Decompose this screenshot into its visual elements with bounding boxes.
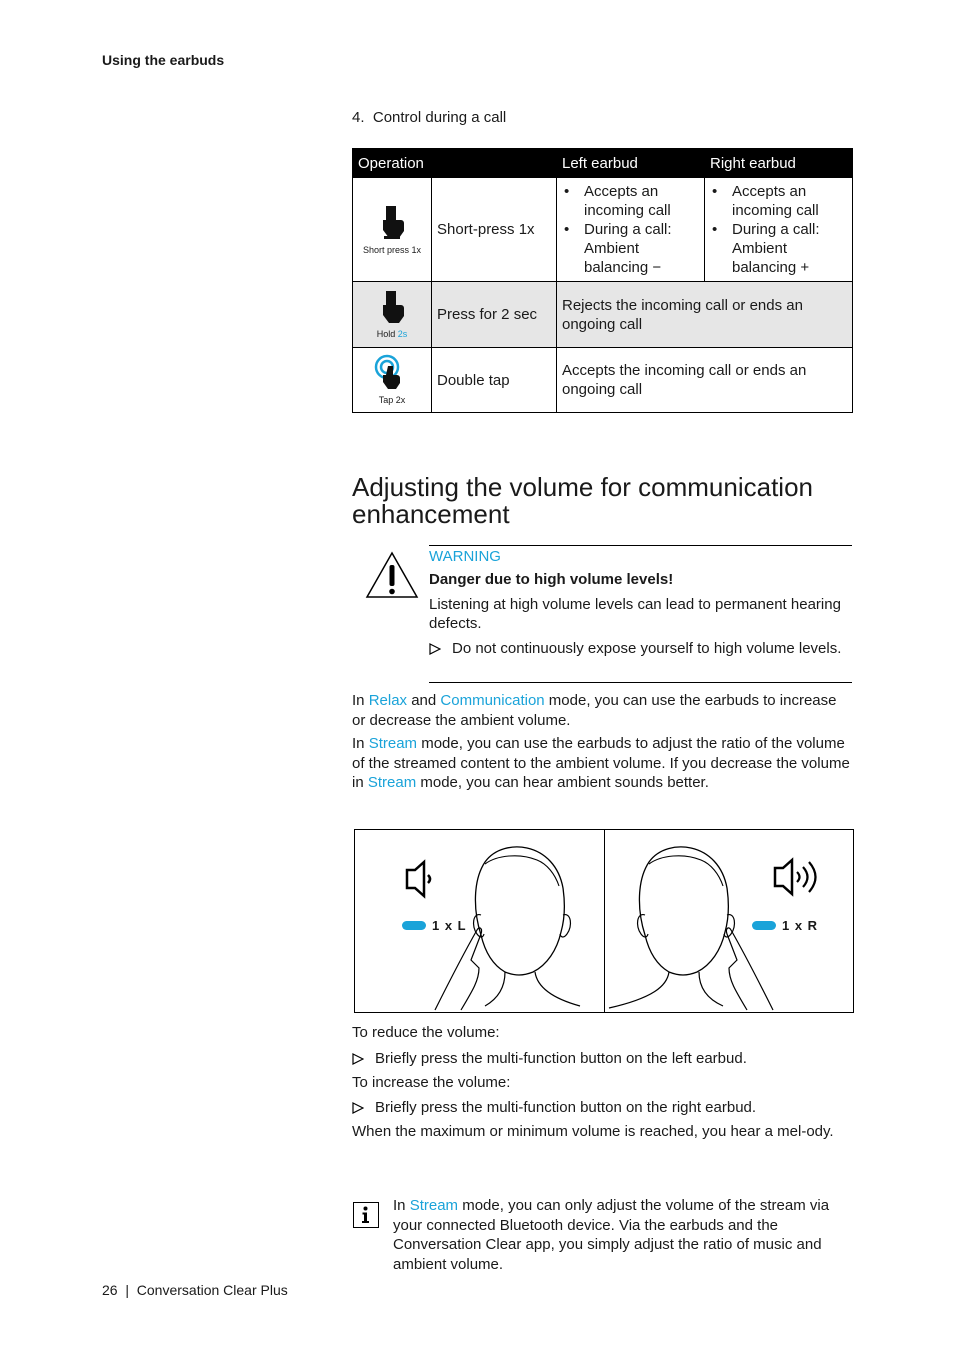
volume-up-icon: [775, 860, 792, 894]
header-left-earbud: Left earbud: [557, 149, 705, 178]
table-header-row: [353, 149, 853, 178]
step-number: 4.: [352, 109, 365, 126]
step-title: [352, 109, 506, 126]
list-item: • During a call: Ambient balancing +: [732, 220, 847, 277]
warning-danger: Danger due to high volume levels!: [429, 571, 674, 588]
link-stream: Stream: [368, 735, 418, 752]
left-head-illustration: [355, 830, 604, 1012]
header-operation: Operation: [353, 149, 557, 178]
divider: [429, 682, 852, 683]
warning-icon: [364, 550, 420, 605]
operation-cell: Press for 2 sec: [432, 282, 557, 348]
divider: [429, 545, 852, 546]
warning-text: Listening at high volume levels can lead to permanent hearing defects.: [429, 596, 841, 632]
icon-caption: Hold 2s: [376, 328, 408, 339]
warning-label: WARNING: [429, 548, 501, 565]
left-earbud-cell: [557, 178, 705, 282]
link-relax: Relax: [368, 692, 408, 709]
short-press-icon: [375, 204, 409, 240]
warning-step: Do not continuously expose yourself to high volume levels.: [429, 639, 849, 658]
short-press-icon-cell: [353, 178, 432, 282]
icon-caption: Short press 1x: [362, 244, 422, 255]
step-arrow-icon: [352, 1102, 364, 1114]
operation-cell: Short-press 1x: [432, 178, 557, 282]
right-earbud-indicator: [752, 921, 776, 930]
volume-illustration: [354, 829, 854, 1013]
left-earbud-indicator: [402, 921, 426, 930]
paragraph-modes: In Relax and Communication mode, you can use the earbuds to increase or decrease the ambient volume.: [352, 692, 837, 729]
product-name: Conversation Clear Plus: [136, 1282, 288, 1298]
hold-icon: [375, 290, 409, 324]
link-communication: Communication: [440, 692, 545, 709]
list-item: • Accepts an incoming call: [584, 182, 699, 220]
reduce-step: Briefly press the multi-function button on the left earbud.: [352, 1049, 852, 1069]
step-arrow-icon: [352, 1053, 364, 1065]
table-row: [353, 178, 853, 282]
operation-cell: Double tap: [432, 348, 557, 413]
volume-down-icon: [407, 862, 424, 896]
list-item: • During a call: Ambient balancing −: [584, 220, 699, 277]
step-text: Control during a call: [372, 109, 507, 126]
page-number: 26: [102, 1282, 118, 1298]
hold-icon-cell: [353, 282, 432, 348]
table-row: [353, 282, 853, 348]
step-arrow-icon: [429, 643, 441, 655]
right-press-label: 1 x R: [782, 918, 819, 933]
double-tap-icon-cell: [353, 348, 432, 413]
list-item: • Accepts an incoming call: [732, 182, 847, 220]
melody-note: When the maximum or minimum volume is reached, you hear a mel-ody.: [352, 1123, 834, 1140]
increase-intro: To increase the volume:: [352, 1074, 511, 1091]
section-heading: Adjusting the volume for communication enhancement: [352, 472, 814, 529]
double-tap-icon: [373, 354, 411, 390]
right-earbud-cell: [705, 178, 853, 282]
table-row: [353, 348, 853, 413]
info-icon: [353, 1202, 379, 1228]
page-footer: 26 | Conversation Clear Plus: [102, 1282, 288, 1298]
paragraph-stream: In Stream mode, you can use the earbuds to adjust the ratio of the volume of the streamed content to the ambient volume. If you decrease the volume in Stream mode, you can hear ambient sounds better.: [352, 735, 850, 791]
header-right-earbud: Right earbud: [705, 149, 853, 178]
increase-step: Briefly press the multi-function button on the right earbud.: [352, 1098, 852, 1118]
reduce-intro: To reduce the volume:: [352, 1024, 500, 1041]
icon-caption: Tap 2x: [378, 395, 406, 405]
section-header: Using the earbuds: [102, 52, 225, 68]
link-stream: Stream: [367, 774, 417, 791]
both-earbuds-cell: Accepts the incoming call or ends an ongoing call: [557, 348, 853, 413]
info-note: In Stream mode, you can only adjust the volume of the stream via your connected Bluetooth device. Via the earbuds and the Conversation Clear app, you simply adjust the ratio of music and ambient volume.: [393, 1197, 830, 1273]
call-control-table: [352, 148, 853, 413]
both-earbuds-cell: Rejects the incoming call or ends an ongoing call: [557, 282, 853, 348]
left-press-label: 1 x L: [432, 918, 467, 933]
link-stream: Stream: [409, 1197, 459, 1214]
